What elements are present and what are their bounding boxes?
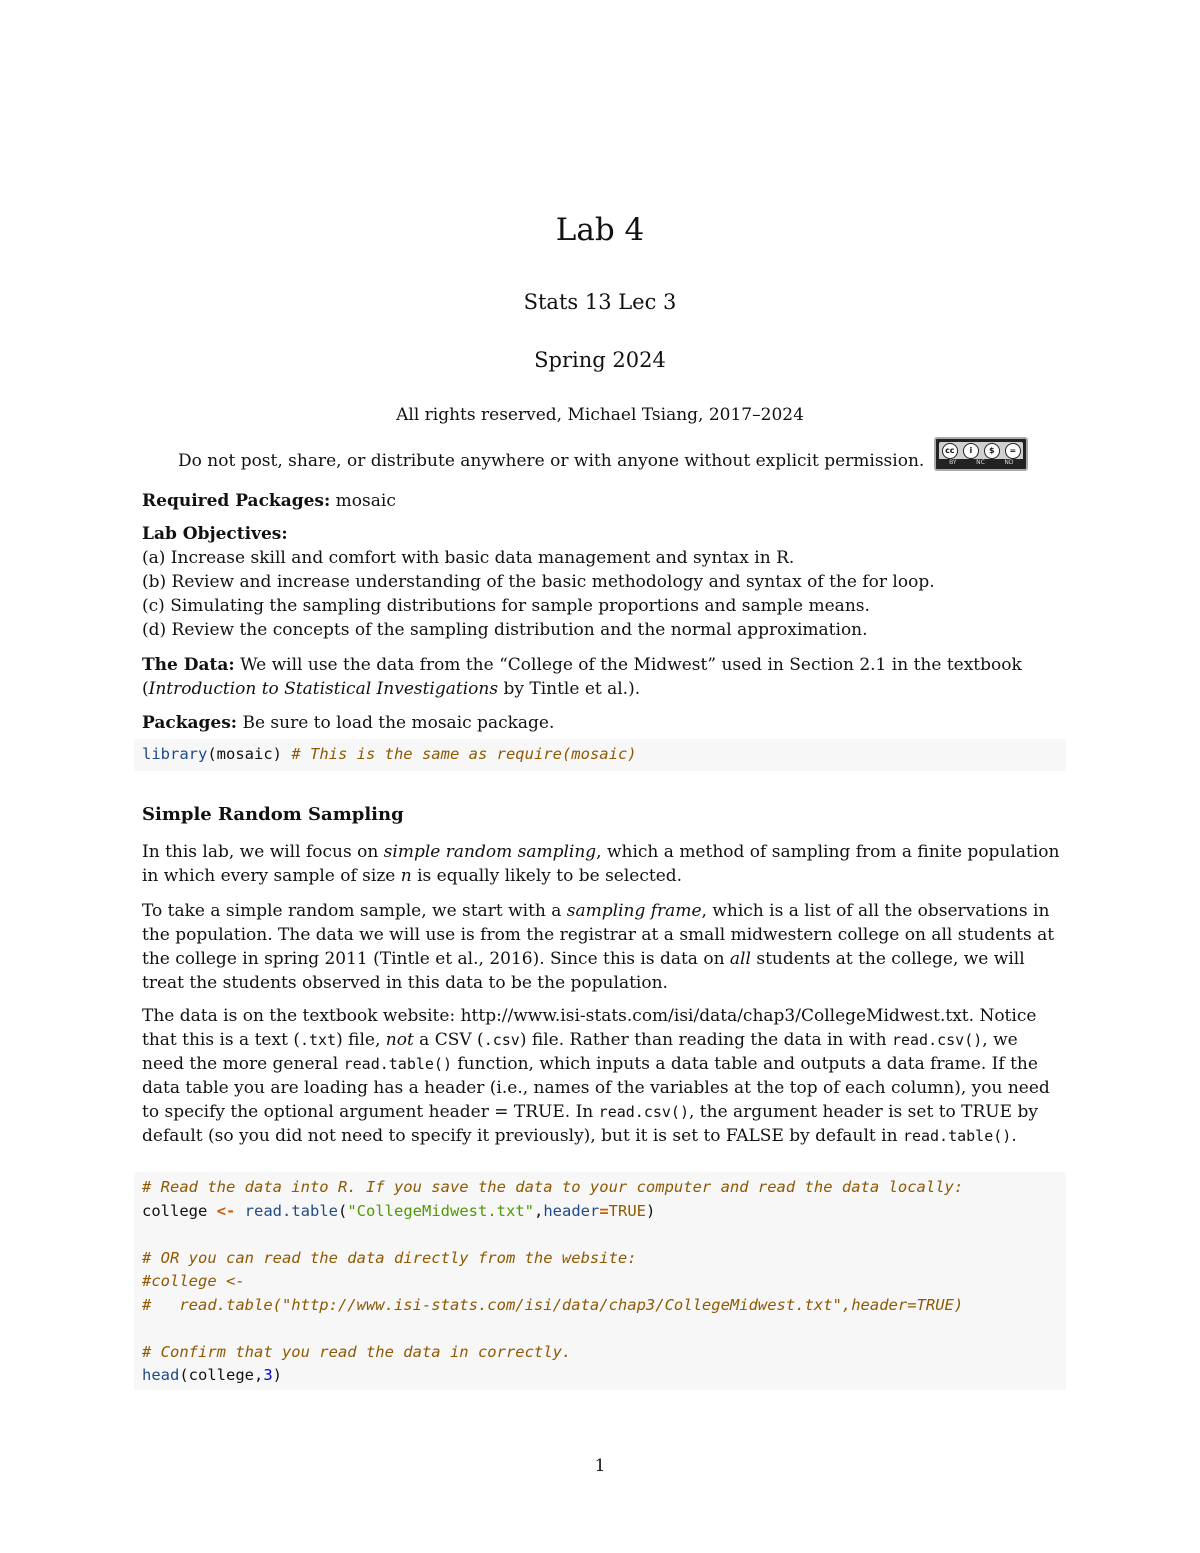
code-arg-name: header [543, 1201, 600, 1220]
emphasis: not [385, 1030, 414, 1050]
distribution-notice [178, 437, 1028, 471]
code-comment: # OR you can read the data directly from the website: [142, 1248, 637, 1267]
by-label: BY [949, 459, 957, 466]
objective-item: (c) Simulating the sampling distributions for sample proportions and sample means. [142, 596, 870, 616]
course-subtitle: Stats 13 Lec 3 [523, 290, 677, 314]
objective-item: (a) Increase skill and comfort with basic data management and syntax in R. [142, 548, 795, 568]
packages-paragraph [142, 711, 1060, 735]
required-value: mosaic [335, 491, 396, 511]
inline-code: read.table() [343, 1055, 452, 1073]
code-comment: # Confirm that you read the data in correctly. [142, 1342, 572, 1361]
required-label: Required Packages: [142, 491, 331, 511]
text-run: a CSV ( [413, 1030, 484, 1050]
creative-commons-license-icon [934, 437, 1028, 471]
code-comment: # read.table("http://www.isi-stats.com/isi/data/chap3/CollegeMidwest.txt",header=TRUE) [142, 1295, 964, 1314]
code-comment: # Read the data into R. If you save the data to your computer and read the data locally: [142, 1178, 964, 1196]
math-n: n [400, 866, 412, 886]
inline-code: read.csv() [598, 1103, 689, 1121]
code-string: "CollegeMidwest.txt" [347, 1201, 534, 1220]
page-number: 1 [594, 1456, 606, 1476]
text-run: ) file, [336, 1030, 386, 1050]
textbook-title: Introduction to Statistical Investigations [148, 679, 499, 699]
data-text-1: We will use the data from the “College of the Midwest” used in Section 2.1 in the textbook ( [142, 655, 1022, 699]
cc-icon: cc [942, 443, 958, 459]
code-equals: = [599, 1201, 609, 1220]
section-title: Simple Random Sampling [142, 804, 404, 825]
code-assign: <- [216, 1201, 236, 1220]
inline-code: .txt [299, 1031, 337, 1049]
objective-item: (b) Review and increase understanding of the basic methodology and syntax of the for loop. [142, 572, 935, 592]
noncommercial-icon: $ [984, 443, 1000, 459]
emphasis: sampling frame [566, 901, 702, 921]
text-run: , we need the more general [142, 1030, 1018, 1074]
nd-label: ND [1004, 459, 1014, 466]
term-date: Spring 2024 [534, 348, 666, 372]
required-packages [142, 489, 1060, 513]
inline-code: read.table() [902, 1127, 1012, 1145]
text-run: ) file. Rather than reading the data in with [519, 1030, 892, 1050]
text-run: The data is on the textbook website: http://www.isi-stats.com/isi/data/chap3/CollegeMidwest.txt. Notice that this is a text ( [142, 1006, 1037, 1050]
attribution-icon: i [963, 443, 979, 459]
emphasis: all [729, 949, 751, 969]
objectives-label: Lab Objectives: [142, 524, 288, 544]
lab-objectives [142, 522, 1060, 642]
code-constant: TRUE [608, 1201, 646, 1220]
notice-text: Do not post, share, or distribute anywhere or with anyone without explicit permission. [178, 451, 925, 471]
paragraph-srs [142, 840, 1060, 888]
code-comment: #college <- [142, 1272, 245, 1290]
data-text-2: by Tintle et al.). [498, 679, 641, 699]
code-comment: # This is the same as require(mosaic) [291, 745, 637, 763]
objective-item: (d) Review the concepts of the sampling distribution and the normal approximation. [142, 620, 868, 640]
objectives-list [142, 546, 1060, 642]
code-block-read-data: # Read the data into R. If you save the data to your computer and read the data locally: college <- read.table("CollegeMidwest.txt",header=TRUE) # OR you can read the data directly from the website: #college <- # read.table("http://www.isi-stats.com/isi/data/chap3/CollegeMidwest.txt",header=TRUE) # Confirm that you read the data in correctly. head(college,3) [134, 1172, 1066, 1390]
emphasis: simple random sampling [383, 842, 597, 862]
packages-text: Be sure to load the mosaic package. [242, 713, 555, 733]
code-function: library [142, 745, 208, 763]
text-run: To take a simple random sample, we start with a [142, 901, 567, 921]
text-run: is equally likely to be selected. [411, 866, 683, 886]
data-paragraph [142, 653, 1060, 701]
code-function: read.table [244, 1201, 338, 1220]
code-number: 3 [263, 1366, 273, 1384]
code-args: (mosaic) [207, 745, 292, 763]
paragraph-sampling-frame [142, 899, 1060, 995]
text-run: function, which inputs a data table and outputs a data frame. If the data table you are loading has a header (i.e., names of the variables at the top of each column), you need to specify the optional argument header = TRUE. In [142, 1054, 1050, 1122]
section-heading [142, 803, 1060, 827]
copyright-line: All rights reserved, Michael Tsiang, 2017–2024 [396, 405, 804, 425]
text-run: , which a method of sampling from a finite population in which every sample of size [142, 842, 1060, 886]
inline-code: .csv [483, 1031, 520, 1049]
code-block-library [134, 739, 1066, 771]
text-run: , the argument header is set to TRUE by default (so you did not need to specify it previously), but it is set to FALSE by default in [142, 1102, 1038, 1146]
packages-label: Packages: [142, 713, 238, 733]
inline-code: read.csv() [891, 1031, 983, 1049]
data-label: The Data: [142, 655, 235, 675]
page-title: Lab 4 [555, 212, 645, 248]
code-args: (college, [179, 1366, 264, 1384]
code-args-end: ) [272, 1366, 283, 1384]
text-run: students at the college, we will treat the students observed in this data to be the population. [142, 949, 1025, 993]
text-run: , which is a list of all the observations in the population. The data we will use is from the registrar at a small midwestern college on all students at the college in spring 2011 (Tintle et al., 2016). Since this is data on [142, 901, 1055, 969]
code-function: head [142, 1366, 180, 1384]
text-run: In this lab, we will focus on [142, 842, 384, 862]
nc-label: NC [976, 459, 985, 466]
paragraph-data-source [142, 1004, 1060, 1148]
noderivatives-icon: = [1005, 443, 1021, 459]
code-var: college [142, 1201, 217, 1220]
text-run: . [1011, 1126, 1017, 1146]
